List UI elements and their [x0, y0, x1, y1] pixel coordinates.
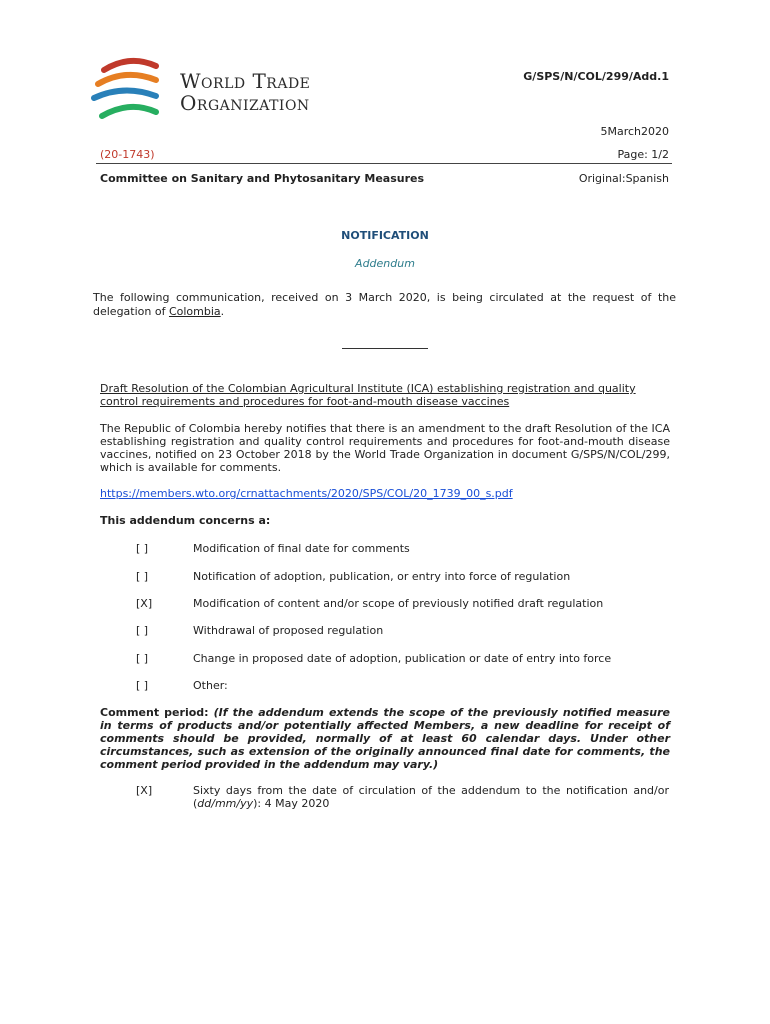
wto-logo-icon — [90, 56, 176, 130]
comment-period-text: (If the addendum extends the scope of the previously notified measure in terms of products and/or potentially affected Members, a new deadline for receipt of comments should be provided, normally of at least 60 calendar days. Under other circumstances, such as extension of the originally announced final date for comments, the comment period provided in the addendum may vary.) — [100, 706, 671, 771]
committee-name: Committee on Sanitary and Phytosanitary Measures — [100, 172, 425, 185]
comment-choice-text — [193, 784, 669, 810]
attachment-link[interactable]: https://members.wto.org/crnattachments/2020/SPS/COL/20_1739_00_s.pdf — [100, 487, 513, 500]
logo-line-1: World Trade — [180, 69, 311, 93]
page-title: NOTIFICATION — [341, 229, 429, 242]
measure-title: Draft Resolution of the Colombian Agricultural Institute (ICA) establishing registration and quality control requirements and procedures for foot-and-mouth disease vaccines — [100, 382, 636, 408]
option-label: Change in proposed date of adoption, publication or date of entry into force — [193, 652, 612, 665]
option-label: Modification of content and/or scope of previously notified draft regulation — [193, 597, 604, 610]
option-checkbox[interactable]: [ ] — [136, 570, 149, 583]
intro-end: . — [220, 305, 225, 318]
intro-text: The following communication, received on 3 March 2020, is being circulated at the request of the delegation of — [93, 291, 676, 318]
option-label: Modification of final date for comments — [193, 542, 410, 555]
option-checkbox[interactable]: [ ] — [136, 542, 149, 555]
option-checkbox[interactable]: [X] — [136, 597, 153, 610]
option-label: Other: — [193, 679, 228, 692]
comment-period — [100, 706, 670, 771]
intro-paragraph — [93, 291, 676, 319]
section-divider — [342, 348, 428, 349]
comment-choice-checkbox[interactable]: [X] — [136, 784, 153, 797]
comment-choice-format: dd/mm/yy — [197, 797, 254, 810]
comment-period-label: Comment period: — [100, 706, 214, 719]
original-language: Original:Spanish — [578, 172, 669, 185]
option-label: Notification of adoption, publication, or entry into force of regulation — [193, 570, 571, 583]
header-divider — [96, 163, 672, 164]
comment-choice-a: Sixty days from the date of circulation of the addendum to the notification and/or ( — [193, 784, 669, 810]
option-checkbox[interactable]: [ ] — [136, 652, 149, 665]
comment-choice-b: ): 4 May 2020 — [253, 797, 330, 810]
option-label: Withdrawal of proposed regulation — [193, 624, 384, 637]
intro-country: Colombia — [168, 305, 221, 318]
option-checkbox[interactable]: [ ] — [136, 679, 149, 692]
document-number: (20-1743) — [100, 148, 155, 161]
document-reference: G/SPS/N/COL/299/Add.1 — [523, 70, 669, 83]
page-subtitle: Addendum — [355, 257, 415, 270]
logo-wordmark — [180, 70, 310, 114]
body-paragraph: The Republic of Colombia hereby notifies that there is an amendment to the draft Resolution of the ICA establishing registration and quality control requirements and procedures for foot-and-mouth disease vaccines, notified on 23 October 2018 by the World Trade Organization in document G/SPS/N/COL/299, which is available for comments. — [100, 422, 670, 474]
page-number: Page: 1/2 — [617, 148, 669, 161]
document-date: 5March2020 — [600, 125, 669, 138]
option-checkbox[interactable]: [ ] — [136, 624, 149, 637]
concerns-label: This addendum concerns a: — [100, 514, 271, 527]
logo-line-2: Organization — [180, 91, 310, 115]
